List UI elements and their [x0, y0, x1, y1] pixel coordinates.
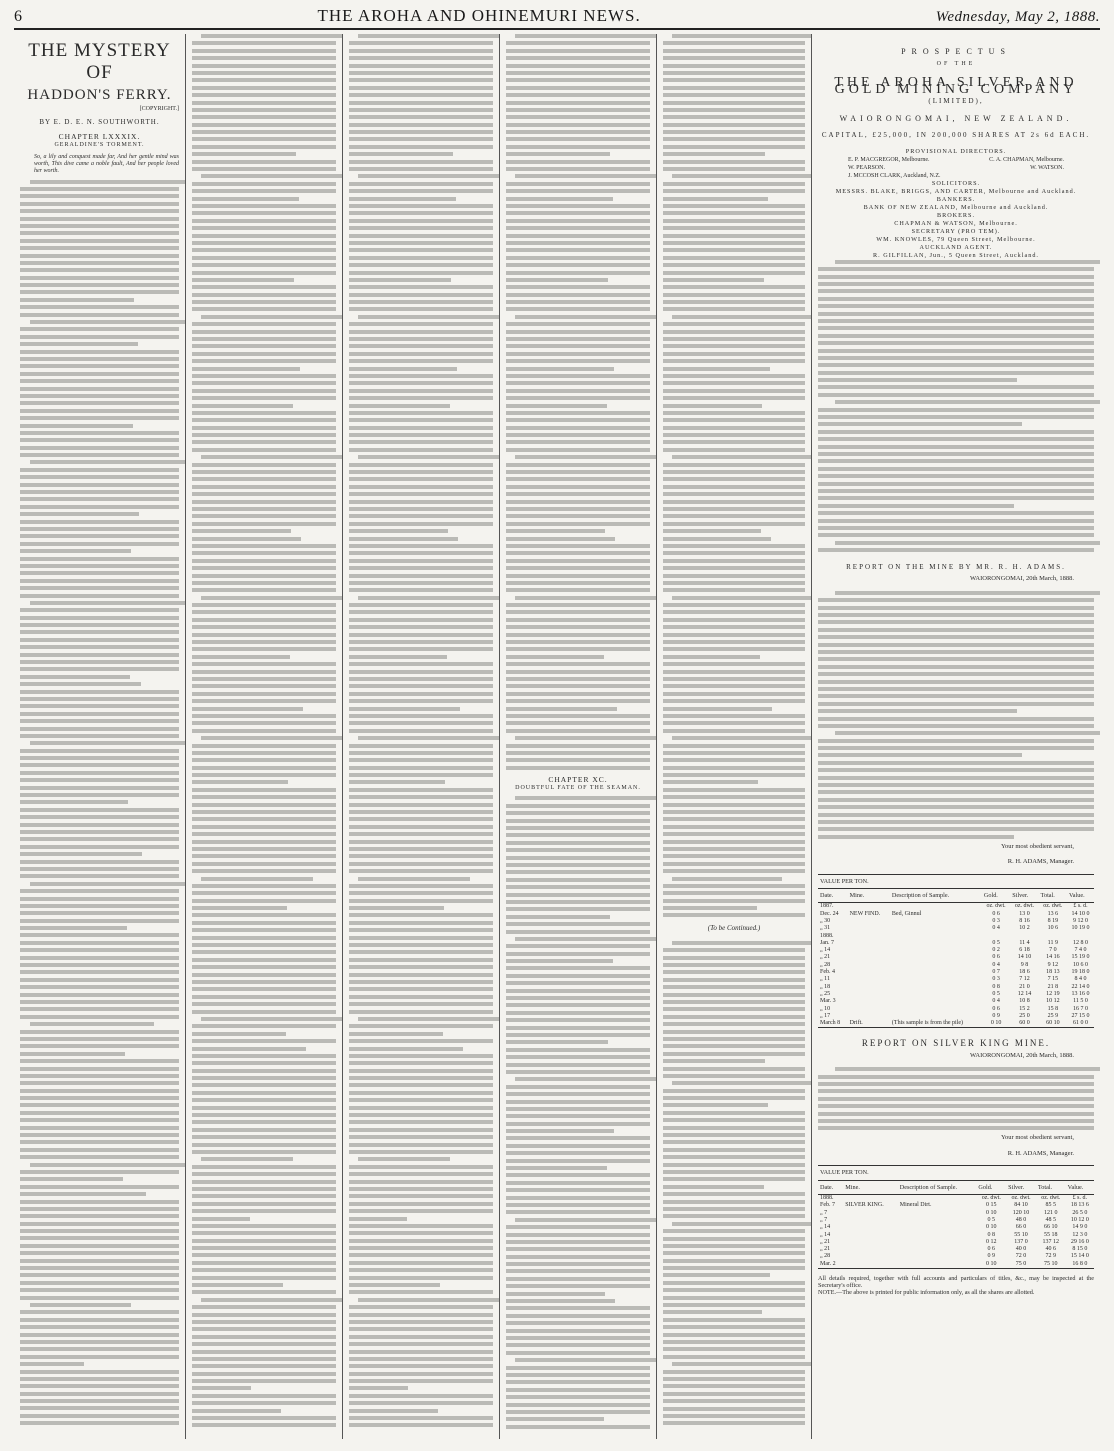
column-header: Gold.: [976, 1180, 1006, 1194]
table-cell: Dec. 24: [820, 910, 839, 917]
table-cell: [890, 991, 982, 998]
table-cell: 120 10: [1012, 1209, 1030, 1216]
table-cell: 0 4: [992, 925, 1000, 932]
page-header: [14, 0, 1100, 30]
table-cell: 0 10: [982, 1020, 1010, 1028]
agent: R. GILFILLAN, Jun., 5 Queen Street, Auckland.: [873, 251, 1039, 259]
table-cell: [890, 954, 982, 961]
table-cell: [848, 962, 890, 969]
table-cell: 16 7 0: [1073, 1005, 1088, 1012]
table-cell: „ 11: [820, 976, 830, 983]
directors-label: PROVISIONAL DIRECTORS.: [905, 147, 1007, 155]
report-text-block: [818, 1067, 1094, 1130]
table-cell: 75 0: [1006, 1261, 1036, 1269]
director-name: W. PEARSON.: [848, 164, 885, 171]
agent-label: AUCKLAND AGENT.: [919, 243, 993, 251]
table-cell: 60 10: [1039, 1020, 1067, 1028]
table-cell: Bed, Ginnul: [891, 910, 922, 917]
table-cell: 0 10: [986, 1209, 997, 1216]
table-row: [818, 1020, 1094, 1028]
table-cell: 0 6: [992, 910, 1000, 917]
chapter-verse: So, a lily and conquest made far, And her gentle mind was worth, This dive came a noble fault, And her people loved her worth.: [34, 153, 179, 174]
report-dateline-2: WAIORONGOMAI, 20th March, 1888.: [970, 1051, 1074, 1059]
table-cell: 1887.: [820, 903, 834, 910]
table-cell: 48 0: [1015, 1216, 1027, 1223]
column-header: Silver.: [1006, 1180, 1036, 1194]
table-cell: 0 6: [992, 954, 1000, 961]
table-cell: 10 19 0: [1071, 925, 1090, 932]
footer-note: All details required, together with full accounts and particulars of titles, &c., may be inspected at the Secretary's office.: [818, 1274, 1094, 1290]
brokers-label: BROKERS.: [936, 211, 976, 219]
table-cell: 8 15 0: [1072, 1246, 1088, 1253]
bankers-label: BANKERS.: [936, 195, 976, 203]
table-cell: [848, 969, 890, 976]
story-text-block: [506, 34, 650, 770]
table-cell: 10 8: [1019, 998, 1030, 1005]
table-cell: 21 8: [1047, 983, 1059, 990]
table-cell: Feb. 4: [820, 969, 835, 976]
table-cell: [898, 1232, 977, 1239]
column-3: [343, 34, 500, 1439]
report-dateline-1: WAIORONGOMAI, 20th March, 1888.: [970, 575, 1074, 583]
table-cell: 0 9: [987, 1253, 996, 1260]
table-cell: „ 14: [820, 1224, 831, 1231]
table-caption: VALUE PER TON.: [818, 1166, 1094, 1180]
table-row: [818, 940, 1094, 947]
story-title: THE MYSTERY OF: [28, 40, 171, 83]
column-header: Description of Sample.: [890, 889, 982, 903]
table-cell: 15 2: [1019, 1005, 1030, 1012]
table-cell: 0 10: [986, 1224, 997, 1231]
column-header: Total.: [1036, 1180, 1066, 1194]
table-cell: 19 18 0: [1071, 969, 1090, 976]
table-cell: „ 7: [820, 1216, 828, 1223]
table-cell: [890, 998, 982, 1005]
table-cell: 137 0: [1014, 1238, 1028, 1245]
table-cell: 10 6 0: [1073, 961, 1088, 968]
table-cell: oz. dwt.: [1043, 903, 1063, 910]
secretary: WM. KNOWLES, 79 Queen Street, Melbourne.: [876, 235, 1036, 243]
table-cell: [848, 918, 890, 925]
table-cell: 18 13: [1046, 969, 1060, 976]
table-cell: 13 6: [1047, 910, 1059, 917]
table-cell: 6 18: [1019, 947, 1030, 954]
table-cell: [898, 1195, 977, 1203]
table-cell: „ 21: [820, 954, 831, 961]
table-cell: NEW FIND.: [849, 910, 881, 917]
table-cell: [843, 1210, 898, 1217]
table-row: [818, 918, 1094, 925]
table-row: [818, 1232, 1094, 1239]
table-cell: [843, 1239, 898, 1246]
table-cell: 0 5: [992, 939, 1000, 946]
table-row: [818, 998, 1094, 1005]
table-cell: „ 30: [820, 918, 831, 924]
table-cell: 12 19: [1046, 990, 1060, 997]
table-row: [818, 1246, 1094, 1253]
table-cell: 18 13 6: [1070, 1202, 1089, 1209]
table-cell: 11 5 0: [1073, 998, 1088, 1005]
table-cell: 0 5: [992, 990, 1000, 997]
table-row: [818, 976, 1094, 983]
table-cell: [843, 1246, 898, 1253]
table-cell: 0 10: [976, 1261, 1006, 1269]
table-cell: 121 0: [1044, 1209, 1058, 1216]
table-cell: 13 0: [1019, 910, 1030, 917]
table-cell: 66 10: [1044, 1224, 1058, 1231]
company-limited: (LIMITED),: [928, 96, 984, 105]
table-cell: Mar. 3: [820, 998, 836, 1005]
table-row: [818, 1261, 1094, 1269]
report-heading-2: REPORT ON SILVER KING MINE.: [861, 1038, 1051, 1049]
table-cell: £ s. d.: [1073, 903, 1088, 910]
table-cell: [898, 1261, 977, 1269]
table-row: [818, 984, 1094, 991]
table-cell: [848, 903, 890, 911]
chapter-heading: CHAPTER LXXXIX.: [58, 131, 141, 141]
table-cell: [890, 925, 982, 932]
table-cell: 15 19 0: [1071, 954, 1090, 961]
column-header: Total.: [1039, 889, 1067, 903]
report-text-block: [818, 591, 1094, 839]
bankers: BANK OF NEW ZEALAND, Melbourne and Auckland.: [863, 203, 1049, 211]
table-cell: [898, 1210, 977, 1217]
table-cell: oz. dwt.: [986, 903, 1006, 910]
table-cell: (This sample is from the pile): [890, 1020, 982, 1028]
table-cell: 0 8: [987, 1231, 996, 1238]
table-row: [818, 969, 1094, 976]
directors-list: [818, 156, 1094, 180]
table-cell: 11 4: [1019, 939, 1030, 946]
table-row: [818, 1239, 1094, 1246]
table-cell: 72 0: [1015, 1253, 1027, 1260]
table-cell: 10 12 0: [1070, 1216, 1089, 1223]
column-1: [14, 34, 186, 1439]
table-cell: [848, 940, 890, 947]
table-cell: [848, 976, 890, 983]
story-byline: BY E. D. E. N. SOUTHWORTH.: [39, 118, 160, 127]
table-cell: [843, 1253, 898, 1260]
column-area: [14, 34, 1100, 1439]
table-cell: „ 28: [820, 1253, 831, 1260]
table-cell: Mar. 2: [818, 1261, 843, 1269]
table-cell: 9 8: [1020, 961, 1029, 968]
table-cell: [898, 1246, 977, 1253]
table-cell: 0 12: [986, 1238, 997, 1245]
table-cell: 55 18: [1044, 1231, 1058, 1238]
table-cell: [843, 1232, 898, 1239]
story-text-block: [192, 34, 336, 1427]
table-cell: 7 15: [1047, 976, 1059, 983]
column-4: [500, 34, 657, 1439]
table-cell: [848, 933, 890, 940]
table-cell: „ 25: [820, 990, 831, 997]
table-cell: „ 18: [820, 983, 831, 990]
table-cell: „ 21: [820, 1246, 831, 1253]
table-cell: 0 4: [992, 998, 1000, 1005]
table-cell: 27 15 0: [1071, 1012, 1090, 1019]
company-place: WAIORONGOMAI, NEW ZEALAND.: [839, 114, 1073, 124]
table-cell: 7 4 0: [1074, 947, 1087, 954]
table-cell: 14 9 0: [1072, 1224, 1088, 1231]
table-cell: „ 28: [820, 961, 831, 968]
table-cell: [843, 1261, 898, 1269]
table-cell: [843, 1195, 898, 1203]
table-cell: [982, 933, 1010, 940]
table-cell: 0 2: [992, 947, 1000, 954]
table-cell: 0 9: [992, 1012, 1000, 1019]
table-cell: „ 21: [820, 1238, 831, 1245]
story-text-block: [349, 34, 493, 1427]
report-heading-1: REPORT ON THE MINE BY MR. R. H. ADAMS.: [846, 563, 1066, 572]
table-row: [818, 962, 1094, 969]
table-cell: 66 0: [1015, 1224, 1027, 1231]
table-row: [818, 1253, 1094, 1260]
table-cell: oz. dwt.: [1011, 1195, 1031, 1202]
chapter-heading-2: CHAPTER XC.: [548, 774, 608, 784]
story-text-block: [663, 34, 805, 917]
paper-title: THE AROHA AND OHINEMURI NEWS.: [317, 6, 641, 25]
table-cell: [898, 1224, 977, 1231]
director-row: [818, 156, 1094, 164]
assay-table-silver-king: [818, 1165, 1094, 1269]
table-row: [818, 1224, 1094, 1231]
column-header: Date.: [818, 1180, 843, 1194]
table-cell: 26 5 0: [1072, 1209, 1088, 1216]
table-cell: 29 16 0: [1070, 1238, 1089, 1245]
table-cell: [890, 903, 982, 911]
table-cell: 11 9: [1047, 939, 1058, 946]
table-cell: [848, 925, 890, 932]
table-cell: 137 12: [1042, 1238, 1060, 1245]
table-cell: [890, 984, 982, 991]
table-cell: [1067, 933, 1094, 940]
table-cell: [848, 1006, 890, 1013]
table-row: [818, 933, 1094, 940]
table-cell: 60 0: [1010, 1020, 1038, 1028]
table-cell: 0 8: [992, 983, 1000, 990]
prospectus-heading: PROSPECTUS: [901, 47, 1011, 56]
table-cell: 0 7: [992, 969, 1000, 976]
table-cell: 13 16 0: [1071, 990, 1090, 997]
table-row: [818, 1006, 1094, 1013]
table-row: [818, 925, 1094, 932]
report-signoff-2: Your most obedient servant,: [1000, 1134, 1074, 1142]
table-cell: 0 3: [992, 976, 1000, 983]
table-cell: [898, 1239, 977, 1246]
table-cell: [890, 962, 982, 969]
table-cell: 72 9: [1045, 1253, 1057, 1260]
column-header: Gold.: [982, 889, 1010, 903]
chapter-subheading: GERALDINE'S TORMENT.: [54, 142, 145, 149]
table-cell: £ s. d.: [1072, 1195, 1087, 1202]
story-subtitle: HADDON'S FERRY.: [27, 87, 172, 103]
table-cell: 0 6: [987, 1246, 996, 1253]
table-row: [818, 947, 1094, 954]
table-cell: 14 16: [1046, 954, 1060, 961]
table-cell: 25 0: [1019, 1012, 1030, 1019]
table-cell: oz. dwt.: [1041, 1195, 1061, 1202]
table-cell: [890, 933, 982, 940]
table-cell: March 8: [818, 1020, 848, 1028]
director-name: C. A. CHAPMAN, Melbourne.: [989, 156, 1064, 163]
table-cell: Jan. 7: [820, 939, 834, 946]
table-row: [818, 1210, 1094, 1217]
assay-table-new-find: [818, 874, 1094, 1029]
column-5: [657, 34, 812, 1439]
page-number: 6: [14, 8, 23, 25]
table-cell: 1888.: [820, 932, 834, 939]
column-header: Mine.: [848, 889, 890, 903]
table-cell: „ 14: [820, 1231, 831, 1238]
table-cell: [898, 1253, 977, 1260]
table-cell: 25 9: [1047, 1012, 1059, 1019]
prospectus-of: OF THE: [936, 61, 976, 68]
table-row: [818, 911, 1094, 918]
table-cell: 12 3 0: [1072, 1231, 1088, 1238]
table-cell: [890, 976, 982, 983]
table-cell: [890, 969, 982, 976]
table-cell: „ 10: [820, 1005, 831, 1012]
table-cell: SILVER KING.: [845, 1202, 884, 1209]
company-name: THE AROHA SILVER AND GOLD MINING COMPANY: [834, 74, 1078, 98]
table-cell: 7 0: [1049, 947, 1057, 954]
table-cell: 48 5: [1045, 1216, 1057, 1223]
table-cell: „ 31: [820, 925, 831, 932]
story-text-block: [20, 180, 179, 1426]
table-row: [818, 1217, 1094, 1224]
table-cell: 0 4: [992, 961, 1000, 968]
column-header: Mine.: [843, 1180, 898, 1194]
prospectus-text-block: [818, 260, 1094, 552]
issue-date: Wednesday, May 2, 1888.: [935, 9, 1100, 25]
table-cell: [1039, 933, 1067, 940]
column-2: [186, 34, 343, 1439]
report-manager-2: R. H. ADAMS, Manager.: [1007, 1149, 1074, 1157]
table-cell: oz. dwt.: [981, 1195, 1001, 1202]
table-cell: 8 19: [1047, 918, 1059, 924]
table-cell: 18 6: [1019, 969, 1030, 976]
table-cell: 12 14: [1017, 990, 1032, 997]
table-cell: 61 0 0: [1067, 1020, 1094, 1028]
column-header: Silver.: [1010, 889, 1038, 903]
table-caption: VALUE PER TON.: [818, 874, 1094, 888]
table-cell: 0 15: [986, 1202, 997, 1209]
director-name: W. WATSON.: [1030, 164, 1064, 171]
table-cell: [848, 984, 890, 991]
table-cell: [843, 1224, 898, 1231]
table-cell: [848, 998, 890, 1005]
table-cell: [1010, 933, 1038, 940]
table-cell: [890, 918, 982, 925]
table-cell: 40 6: [1045, 1246, 1057, 1253]
table-cell: 21 0: [1019, 983, 1030, 990]
to-be-continued: (To be Continued.): [707, 924, 761, 933]
table-cell: 8 16: [1019, 918, 1030, 924]
table-row: [818, 1202, 1094, 1209]
table-cell: [848, 954, 890, 961]
table-cell: 84 10: [1014, 1202, 1028, 1209]
table-row: [818, 903, 1094, 911]
table-cell: [890, 940, 982, 947]
table-cell: 9 12: [1047, 961, 1059, 968]
column-header: Date.: [818, 889, 848, 903]
table-cell: 55 10: [1014, 1231, 1028, 1238]
column-header: Value.: [1067, 889, 1094, 903]
table-cell: 8 4 0: [1074, 976, 1087, 983]
company-capital: CAPITAL, £25,000, IN 200,000 SHARES AT 2s 6d EACH.: [821, 131, 1091, 140]
table-cell: [848, 947, 890, 954]
table-row: [818, 991, 1094, 998]
table-cell: [843, 1217, 898, 1224]
table-cell: 75 10: [1036, 1261, 1066, 1269]
table-cell: Drift.: [848, 1020, 890, 1028]
prospectus-column: [812, 34, 1100, 1439]
table-cell: Feb. 7: [820, 1202, 835, 1209]
table-cell: 9 12 0: [1073, 918, 1088, 924]
table-cell: 22 14 0: [1071, 983, 1090, 990]
story-text-block: [506, 796, 650, 1428]
table-cell: 10 6: [1047, 925, 1059, 932]
table-cell: 40 0: [1015, 1246, 1027, 1253]
table-cell: „ 14: [820, 947, 831, 954]
column-header: Value.: [1066, 1180, 1094, 1194]
table-cell: 15 8: [1047, 1005, 1059, 1012]
director-row: [818, 164, 1094, 172]
table-cell: 12 8 0: [1073, 939, 1088, 946]
table-cell: 0 5: [987, 1216, 996, 1223]
solicitors-label: SOLICITORS.: [931, 179, 981, 187]
director-name: J. MCCOSH CLARK, Auckland, N.Z.: [848, 172, 941, 179]
table-cell: 15 14 0: [1070, 1253, 1089, 1260]
column-header: Description of Sample.: [898, 1180, 977, 1194]
table-cell: 0 3: [992, 918, 1000, 924]
chapter-subheading-2: DOUBTFUL FATE OF THE SEAMAN.: [515, 785, 641, 792]
table-cell: 7 12: [1019, 976, 1030, 983]
table-cell: 0 6: [992, 1005, 1000, 1012]
solicitors: MESSRS. BLAKE, BRIGGS, AND CARTER, Melbourne and Auckland.: [835, 187, 1077, 195]
table-cell: 10 2: [1019, 925, 1030, 932]
table-cell: [890, 947, 982, 954]
table-row: [818, 954, 1094, 961]
table-cell: [898, 1217, 977, 1224]
brokers: CHAPMAN & WATSON, Melbourne.: [894, 219, 1018, 227]
secretary-label: SECRETARY (PRO TEM).: [911, 227, 1001, 235]
table-cell: 14 10: [1017, 954, 1032, 961]
footer-note-2: NOTE.—The above is printed for public information only, as all the shares are allotted.: [818, 1289, 1035, 1297]
table-cell: 16 8 0: [1066, 1261, 1094, 1269]
table-cell: 85 5: [1045, 1202, 1057, 1209]
table-cell: 1888.: [820, 1195, 834, 1202]
table-cell: Mineral Dirt.: [899, 1202, 932, 1209]
director-row: [818, 172, 1094, 180]
table-cell: [890, 1006, 982, 1013]
report-signoff-1: Your most obedient servant,: [1000, 842, 1074, 850]
table-cell: oz. dwt.: [1014, 903, 1035, 910]
table-row: [818, 1195, 1094, 1203]
table-cell: [848, 991, 890, 998]
table-cell: 14 10 0: [1071, 910, 1090, 917]
table-cell: „ 17: [820, 1012, 831, 1019]
director-name: E. P. MACGREGOR, Melbourne.: [848, 156, 930, 163]
story-copyright: [COPYRIGHT.]: [139, 106, 179, 112]
table-cell: „ 7: [820, 1209, 828, 1216]
table-cell: 10 12: [1046, 998, 1060, 1005]
report-manager-1: R. H. ADAMS, Manager.: [1007, 858, 1074, 866]
story-text-block: [663, 941, 805, 1425]
